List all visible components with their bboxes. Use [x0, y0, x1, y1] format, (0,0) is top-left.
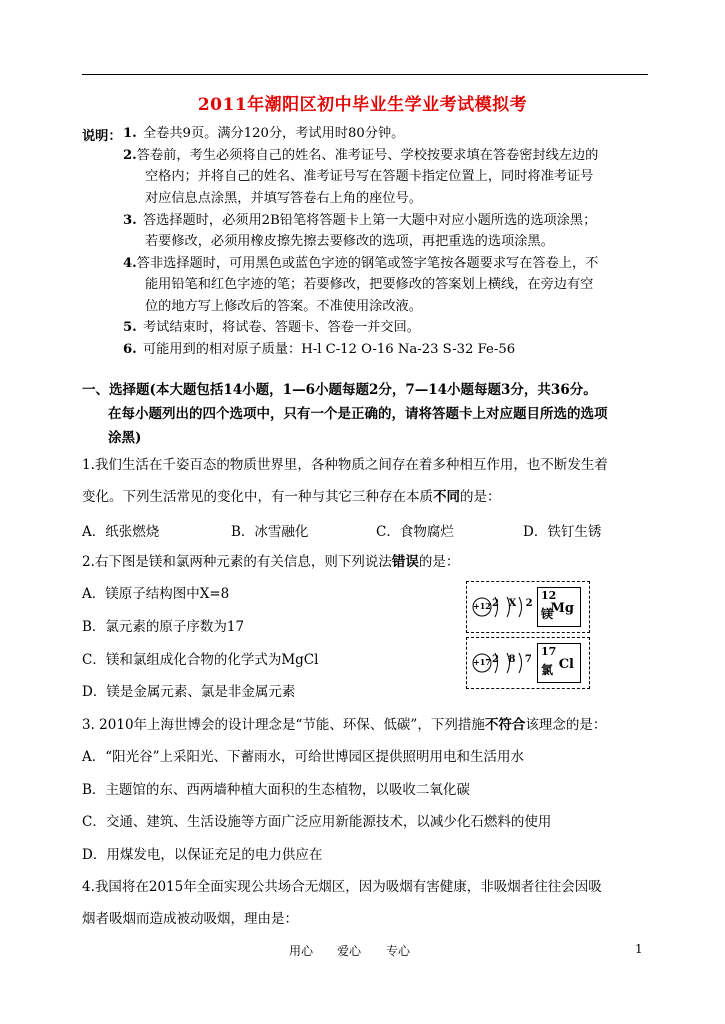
stem-text: 变化。下列生活常见的变化中，有一种与其它三种存在本质	[82, 489, 433, 505]
cl-nucleus-charge: +17	[473, 657, 491, 667]
mg-element-card	[537, 587, 581, 627]
option-c: C．食物腐烂	[376, 524, 454, 540]
question-stem: 1.我们生活在千姿百态的物质世界里，各种物质之间存在着多种相互作用，也不断发生着	[82, 457, 608, 473]
option-a: A．镁原子结构图中X=8	[82, 586, 230, 602]
note-text: 考试结束时，将试卷、答题卡、答卷一并交回。	[143, 320, 420, 335]
note-item	[123, 319, 420, 337]
mg-symbol: Mg	[550, 601, 574, 616]
element-figure	[466, 581, 590, 689]
option-d: D．用煤发电，以保证充足的电力供应在	[82, 847, 323, 863]
note-text: 空格内；并将自己的姓名、准考证号写在答题卡指定位置上，同时将准考证号	[145, 169, 594, 184]
cl-symbol: Cl	[558, 657, 574, 672]
note-text: 若要修改，必须用橡皮擦先擦去要修改的选项，再把重选的选项涂黑。	[145, 234, 554, 249]
stem-text: 3. 2010年上海世博会的设计理念是“节能、环保、低碳”，下列措施	[82, 717, 485, 733]
stem-emphasis: 不同	[433, 489, 460, 505]
header-rule	[82, 74, 648, 75]
note-text: 答选择题时，必须用2B铅笔将答题卡上第一大题中对应小题所选的选项涂黑；	[143, 213, 597, 228]
option-c: C．镁和氯组成化合物的化学式为MgCl	[82, 652, 319, 668]
note-number: 5.	[123, 320, 137, 335]
note-number: 4.	[123, 256, 137, 271]
stem-text: 该理念的是：	[525, 717, 607, 733]
note-number: 1.	[123, 126, 137, 141]
notes-label: 说明：	[82, 129, 122, 144]
question-stem	[82, 488, 501, 506]
note-number: 3.	[123, 213, 137, 228]
mg-chinese-name: 镁	[541, 607, 554, 621]
note-text: 可能用到的相对原子质量：H-l C-12 O-16 Na-23 S-32 Fe-56	[143, 342, 516, 357]
note-text: 对应信息点涂黑，并填写答卷右上角的座位号。	[145, 191, 422, 206]
page-number: 1	[635, 942, 643, 956]
note-item	[123, 341, 515, 359]
note-text: 位的地方写上修改后的答案。不准使用涂改液。	[145, 299, 422, 314]
question-stem: 4.我国将在2015年全面实现公共场合无烟区，因为吸烟有害健康，非吸烟者往往会因吸	[82, 879, 602, 895]
question-stem	[82, 716, 606, 734]
mg-atomic-number: 12	[541, 589, 557, 602]
option-a: A．“阳光谷”上采阳光、下蓄雨水，可给世博园区提供照明用电和生活用水	[82, 749, 525, 765]
footer-right: 专心	[386, 944, 411, 958]
note-text: 全卷共9页。满分120分，考试用时80分钟。	[143, 126, 405, 141]
footer-middle: 爱心	[337, 944, 362, 958]
stem-text: 的是：	[460, 489, 501, 505]
option-a: A．纸张燃烧	[82, 524, 160, 540]
stem-text: 2.右下图是镁和氯两种元素的有关信息，则下列说法	[82, 554, 392, 570]
section-heading: 涂黑)	[108, 430, 142, 446]
note-number: 6.	[123, 342, 137, 357]
section-heading: 一、选择题(本大题包括14小题，1—6小题每题2分，7—14小题每题3分，共36分。	[82, 382, 597, 398]
note-number: 2.	[123, 148, 137, 163]
option-d: D．镁是金属元素、氯是非金属元素	[82, 684, 296, 700]
stem-text: 的是：	[418, 554, 460, 570]
footer-left: 用心	[289, 944, 314, 958]
note-item	[123, 212, 596, 230]
note-text: 答卷前，考生必须将自己的姓名、准考证号、学校按要求填在答卷密封线左边的	[136, 148, 599, 163]
mg-nucleus-charge: +12	[473, 601, 491, 611]
note-item	[123, 125, 404, 143]
note-item	[123, 255, 598, 273]
option-d: D．铁钉生锈	[523, 524, 602, 540]
cl-element-card	[537, 643, 581, 683]
note-text: 能用铅笔和红色字迹的笔；若要修改，把要修改的答案划上横线，在旁边有空	[145, 277, 594, 292]
option-b: B．主题馆的东、西两墙种植大面积的生态植物，以吸收二氧化碳	[82, 782, 470, 798]
stem-emphasis: 不符合	[484, 717, 526, 733]
page-title: 2011年潮阳区初中毕业生学业考试模拟考	[197, 95, 528, 115]
question-stem	[82, 553, 459, 571]
option-b: B．冰雪融化	[231, 524, 309, 540]
option-c: C．交通、建筑、生活设施等方面广泛应用新能源技术，以减少化石燃料的使用	[82, 814, 552, 830]
option-b: B．氯元素的原子序数为17	[82, 619, 245, 635]
cl-atomic-number: 17	[541, 645, 557, 658]
note-item	[123, 147, 598, 165]
cl-electron-shells: 2 8 7	[492, 654, 535, 665]
note-text: 答非选择题时，可用黑色或蓝色字迹的钢笔或签字笔按各题要求写在答卷上，不	[136, 256, 599, 271]
cl-chinese-name: 氯	[541, 663, 554, 677]
stem-emphasis: 错误	[391, 554, 419, 570]
section-heading: 在每小题列出的四个选项中，只有一个是正确的，请将答题卡上对应题目所选的选项	[108, 406, 608, 422]
mg-electron-shells: 2 X 2	[492, 598, 536, 609]
question-stem: 烟者吸烟而造成被动吸烟，理由是：	[82, 911, 298, 927]
